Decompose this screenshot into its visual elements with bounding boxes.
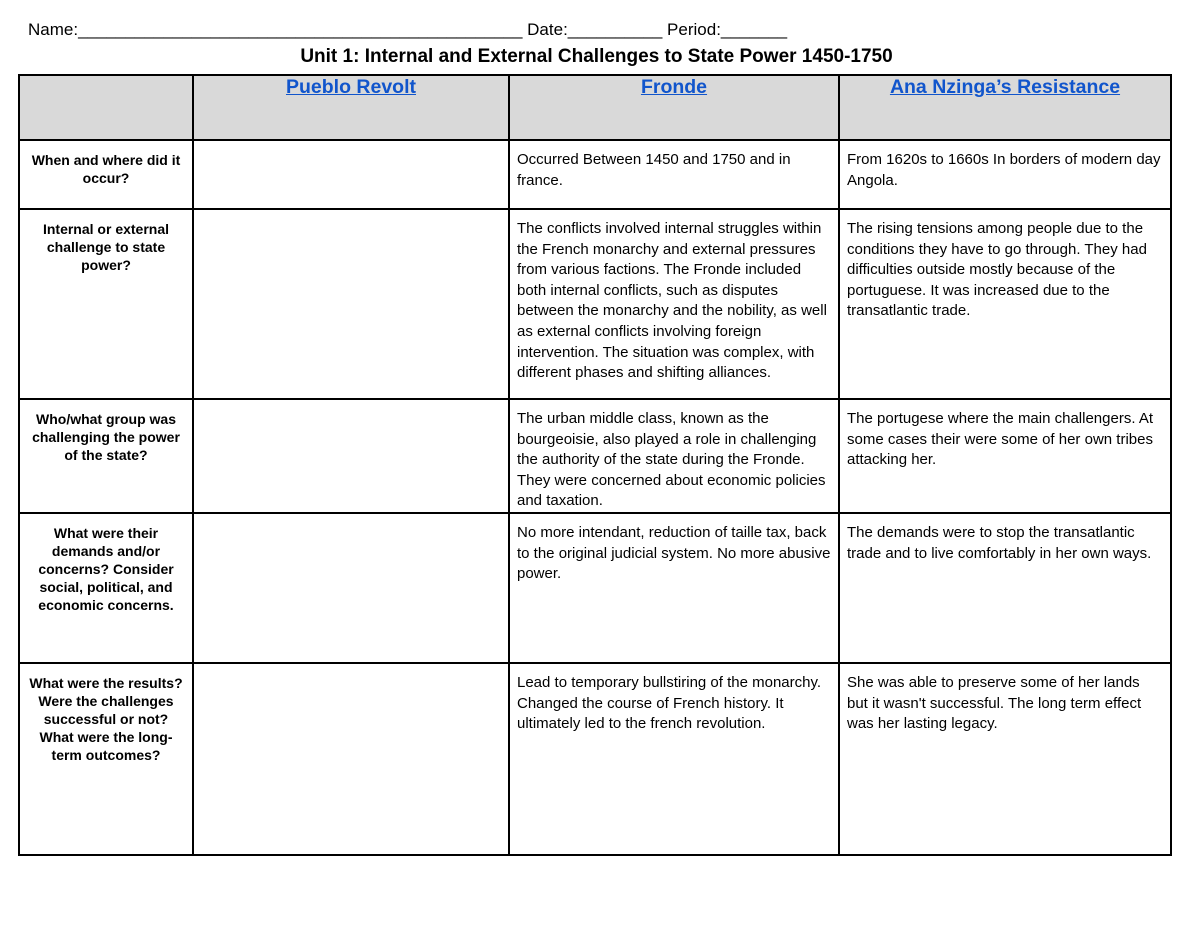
comparison-table: [18, 74, 1172, 856]
pueblo-answer-cell[interactable]: [193, 209, 509, 399]
header-ana-nzinga: [839, 75, 1171, 140]
pueblo-answer-cell[interactable]: [193, 140, 509, 209]
table-row: [19, 209, 1171, 399]
fronde-answer-cell[interactable]: Lead to temporary bullstiring of the monarchy. Changed the course of French history. It ultimately led to the french revolution.: [509, 663, 839, 855]
table-row: [19, 399, 1171, 513]
header-pueblo-revolt: [193, 75, 509, 140]
pueblo-answer-cell[interactable]: [193, 663, 509, 855]
nzinga-answer-cell[interactable]: The rising tensions among people due to the conditions they have to go through. They had difficulties outside mostly because of the portuguese. It was increased due to the transatlantic trade.: [839, 209, 1171, 399]
nzinga-answer-cell[interactable]: She was able to preserve some of her lands but it wasn't successful. The long term effect was her lasting legacy.: [839, 663, 1171, 855]
table-row: [19, 663, 1171, 855]
question-cell: Internal or external challenge to state power?: [19, 209, 193, 399]
table-row: [19, 513, 1171, 663]
fronde-answer-cell[interactable]: Occurred Between 1450 and 1750 and in france.: [509, 140, 839, 209]
ana-nzinga-link[interactable]: Ana Nzinga’s Resistance: [889, 76, 1121, 98]
pueblo-answer-cell[interactable]: [193, 513, 509, 663]
nzinga-answer-cell[interactable]: The portugese where the main challengers. At some cases their were some of her own tribes attacking her.: [839, 399, 1171, 513]
name-date-period-line: Name:_______________________________________________ Date:__________ Period:_______: [28, 20, 788, 39]
question-cell: What were the results? Were the challenges successful or not? What were the long-term outcomes?: [19, 663, 193, 855]
question-cell: Who/what group was challenging the power of the state?: [19, 399, 193, 513]
fronde-answer-cell[interactable]: The urban middle class, known as the bourgeoisie, also played a role in challenging the authority of the state during the Fronde. They were concerned about economic policies and taxation.: [509, 399, 839, 513]
nzinga-answer-cell[interactable]: From 1620s to 1660s In borders of modern day Angola.: [839, 140, 1171, 209]
page-title: Unit 1: Internal and External Challenges to State Power 1450-1750: [300, 46, 893, 67]
pueblo-revolt-link[interactable]: Pueblo Revolt: [285, 76, 417, 98]
header-fronde: [509, 75, 839, 140]
fronde-link[interactable]: Fronde: [640, 76, 708, 98]
pueblo-answer-cell[interactable]: [193, 399, 509, 513]
table-row: [19, 140, 1171, 209]
fronde-answer-cell[interactable]: No more intendant, reduction of taille tax, back to the original judicial system. No more abusive power.: [509, 513, 839, 663]
fronde-answer-cell[interactable]: The conflicts involved internal struggles within the French monarchy and external pressures from various factions. The Fronde included both internal conflicts, such as disputes between the monarchy and the nobility, as well as external conflicts involving foreign intervention. The situation was complex, with different phases and shifting alliances.: [509, 209, 839, 399]
nzinga-answer-cell[interactable]: The demands were to stop the transatlantic trade and to live comfortably in her own ways.: [839, 513, 1171, 663]
question-cell: What were their demands and/or concerns? Consider social, political, and economic concerns.: [19, 513, 193, 663]
question-cell: When and where did it occur?: [19, 140, 193, 209]
header-empty-cell: [19, 75, 193, 140]
table-header-row: [19, 75, 1171, 140]
